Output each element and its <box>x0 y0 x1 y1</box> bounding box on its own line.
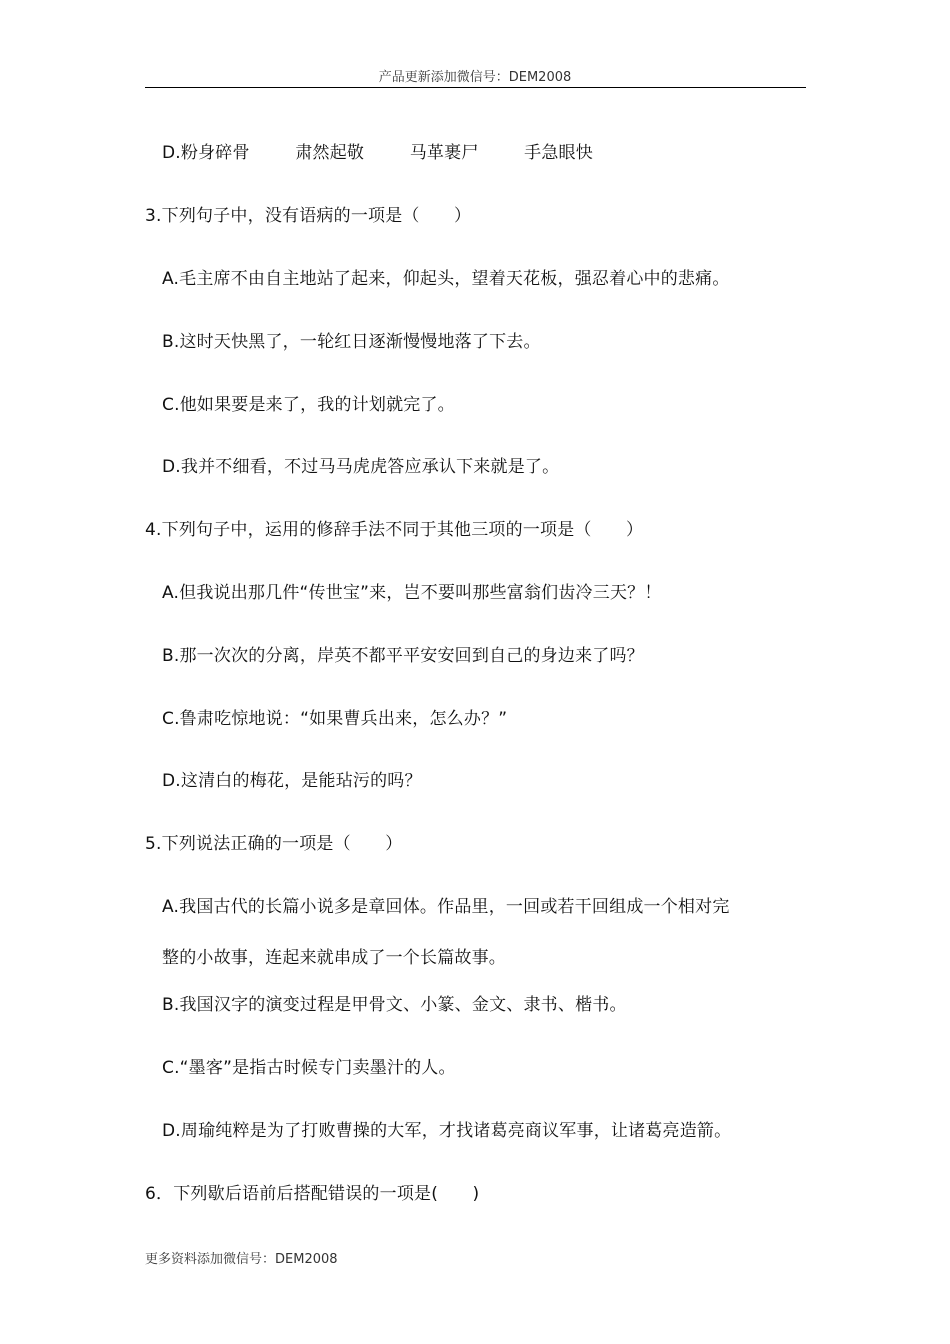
word-item: 手急眼快 <box>524 143 593 163</box>
question-5-stem: 5.下列说法正确的一项是（ ） <box>145 834 403 854</box>
question-5-option-a: A.我国古代的长篇小说多是章回体。作品里，一回或若干回组成一个相对完 <box>162 897 730 917</box>
page-header: 产品更新添加微信号：DEM2008 <box>378 70 572 85</box>
question-3-option-d: D.我并不细看，不过马马虎虎答应承认下来就是了。 <box>162 457 560 477</box>
question-4-option-d: D.这清白的梅花，是能玷污的吗？ <box>162 771 422 791</box>
question-4-stem: 4.下列句子中，运用的修辞手法不同于其他三项的一项是（ ） <box>145 520 644 540</box>
word-item: D.粉身碎骨 <box>162 143 250 163</box>
header-divider <box>145 87 806 88</box>
question-5-option-c: C.“墨客”是指古时候专门卖墨汁的人。 <box>162 1058 456 1078</box>
question-3-option-b: B.这时天快黑了，一轮红日逐渐慢慢地落了下去。 <box>162 332 541 352</box>
question-4-option-c: C.鲁肃吃惊地说：“如果曹兵出来，怎么办？” <box>162 709 508 729</box>
question-3-option-a: A.毛主席不由自主地站了起来，仰起头，望着天花板，强忍着心中的悲痛。 <box>162 269 730 289</box>
question-5-option-b: B.我国汉字的演变过程是甲骨文、小篆、金文、隶书、楷书。 <box>162 995 627 1015</box>
question-4-option-a: A.但我说出那几件“传世宝”来，岂不要叫那些富翁们齿冷三天？！ <box>162 583 662 603</box>
question-3-stem: 3.下列句子中，没有语病的一项是（ ） <box>145 206 472 226</box>
question-4-option-b: B.那一次次的分离，岸英不都平平安安回到自己的身边来了吗？ <box>162 646 644 666</box>
question-5-option-a-continued: 整的小故事，连起来就串成了一个长篇故事。 <box>162 948 506 968</box>
word-item: 肃然起敬 <box>295 143 365 163</box>
question-3-option-c: C.他如果要是来了，我的计划就完了。 <box>162 395 455 415</box>
page-footer: 更多资料添加微信号：DEM2008 <box>145 1252 338 1267</box>
question-6-stem: 6．下列歇后语前后搭配错误的一项是( ) <box>145 1184 480 1204</box>
question-5-option-d: D.周瑜纯粹是为了打败曹操的大军，才找诸葛亮商议军事，让诸葛亮造箭。 <box>162 1121 732 1141</box>
word-item: 马革裹尸 <box>409 143 479 163</box>
option-d-continuation <box>162 138 593 163</box>
